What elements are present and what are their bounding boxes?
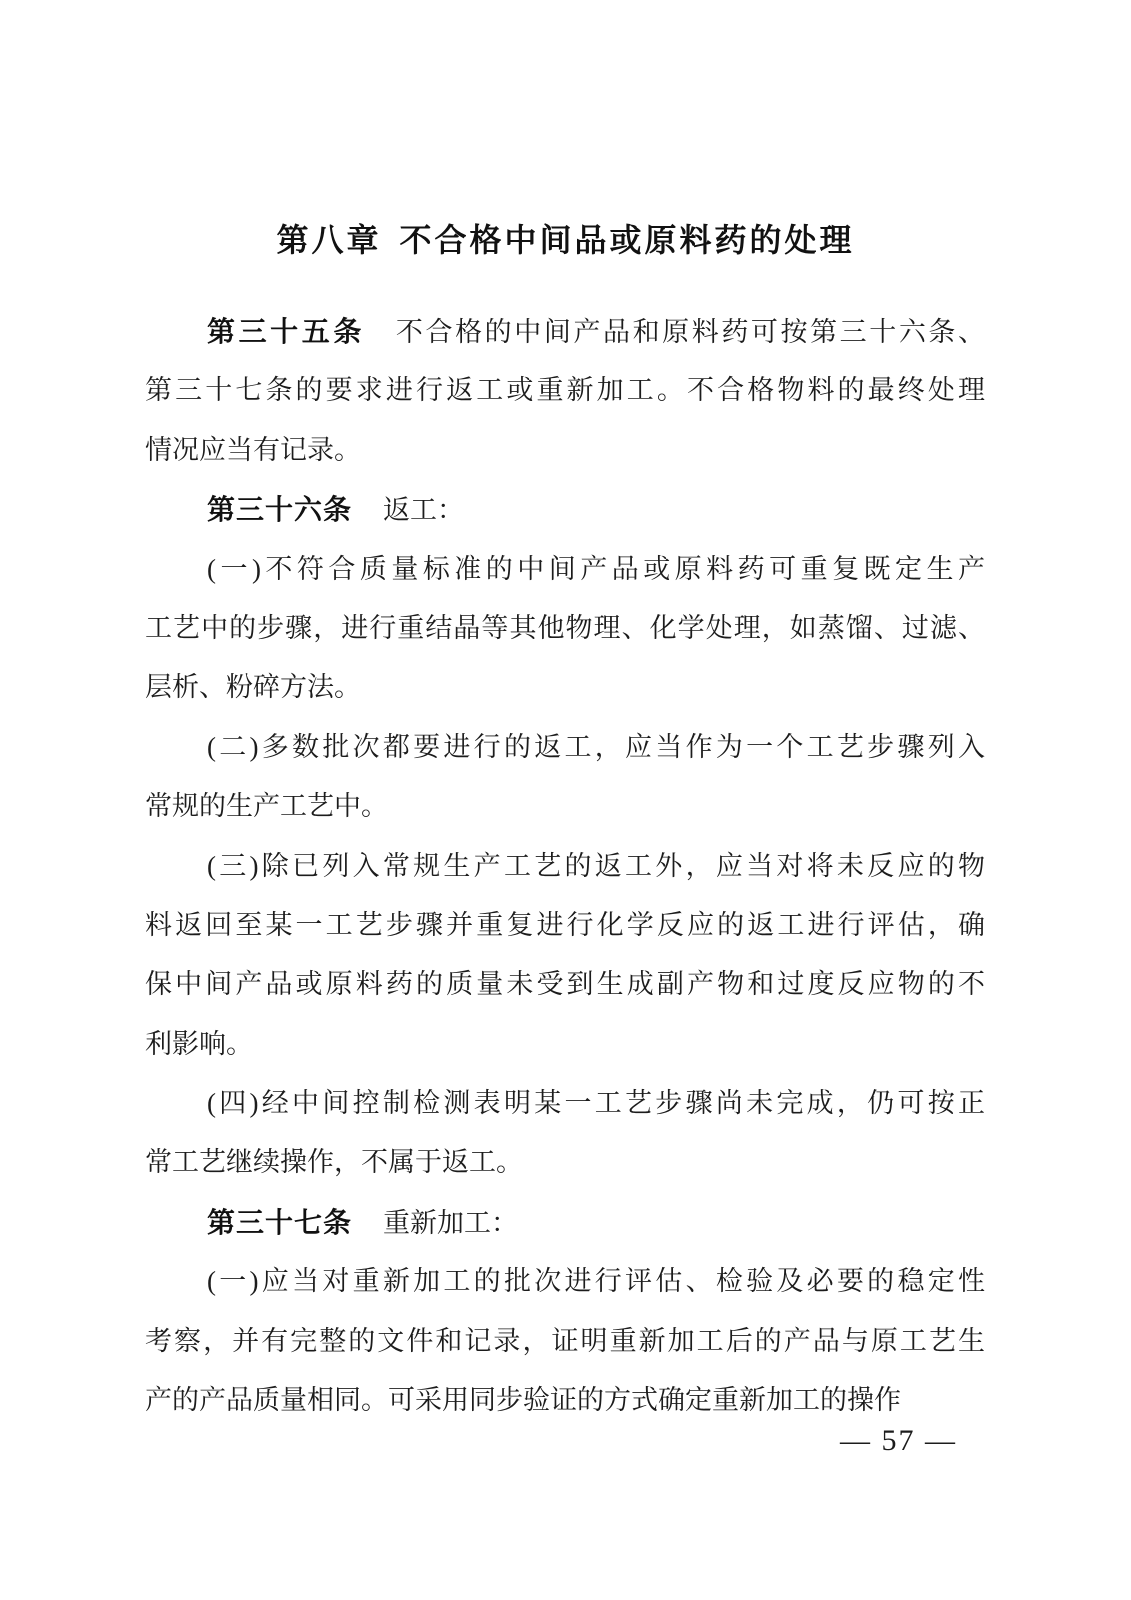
text-line: (一)不符合质量标准的中间产品或原料药可重复既定生产 — [207, 553, 985, 584]
text-line: (一)应当对重新加工的批次进行评估、检验及必要的稳定性 — [207, 1266, 985, 1297]
paragraph — [145, 540, 985, 718]
chapter-title: 不合格中间品或原料药的处理 — [399, 222, 855, 258]
text-line: 层析、粉碎方法。 — [145, 672, 361, 703]
paragraph — [145, 1074, 985, 1193]
paragraph — [145, 480, 985, 539]
text-line: (二)多数批次都要进行的返工，应当作为一个工艺步骤列入 — [207, 731, 985, 762]
text-line: 保中间产品或原料药的质量未受到生成副产物和过度反应物的不 — [145, 969, 985, 1000]
text-line: 常规的生产工艺中。 — [145, 791, 388, 822]
paragraph — [145, 837, 985, 1075]
text-line: 工艺中的步骤，进行重结晶等其他物理、化学处理，如蒸馏、过滤、 — [145, 612, 985, 643]
text-line: 第三十五条 不合格的中间产品和原料药可按第三十六条、 — [207, 316, 985, 347]
article-number: 第三十七条 — [207, 1206, 353, 1238]
article-number: 第三十六条 — [207, 494, 353, 526]
text-line: 料返回至某一工艺步骤并重复进行化学反应的返工进行评估，确 — [145, 909, 985, 940]
text-line: (四)经中间控制检测表明某一工艺步骤尚未完成，仍可按正 — [207, 1088, 985, 1119]
text-line: 第三十六条 返工： — [207, 494, 465, 526]
text-line: (三)除已列入常规生产工艺的返工外，应当对将未反应的物 — [207, 850, 985, 881]
paragraph — [145, 718, 985, 837]
text-line: 第三十七条 重新加工： — [207, 1206, 519, 1238]
text-line: 第三十七条的要求进行返工或重新加工。不合格物料的最终处理 — [145, 375, 985, 406]
article-body — [145, 302, 985, 1430]
text-line: 情况应当有记录。 — [145, 434, 361, 465]
chapter-number: 第八章 — [276, 222, 382, 258]
chapter-heading — [0, 0, 1131, 258]
paragraph — [145, 1252, 985, 1430]
paragraph — [145, 302, 985, 480]
page-number: — 57 — — [840, 1424, 957, 1457]
text-line: 产的产品质量相同。可采用同步验证的方式确定重新加工的操作 — [145, 1385, 901, 1416]
article-number: 第三十五条 — [207, 316, 365, 347]
text-line: 利影响。 — [145, 1028, 253, 1059]
text-line: 考察，并有完整的文件和记录，证明重新加工后的产品与原工艺生 — [145, 1325, 985, 1356]
text-line: 常工艺继续操作，不属于返工。 — [145, 1147, 523, 1178]
paragraph — [145, 1193, 985, 1252]
